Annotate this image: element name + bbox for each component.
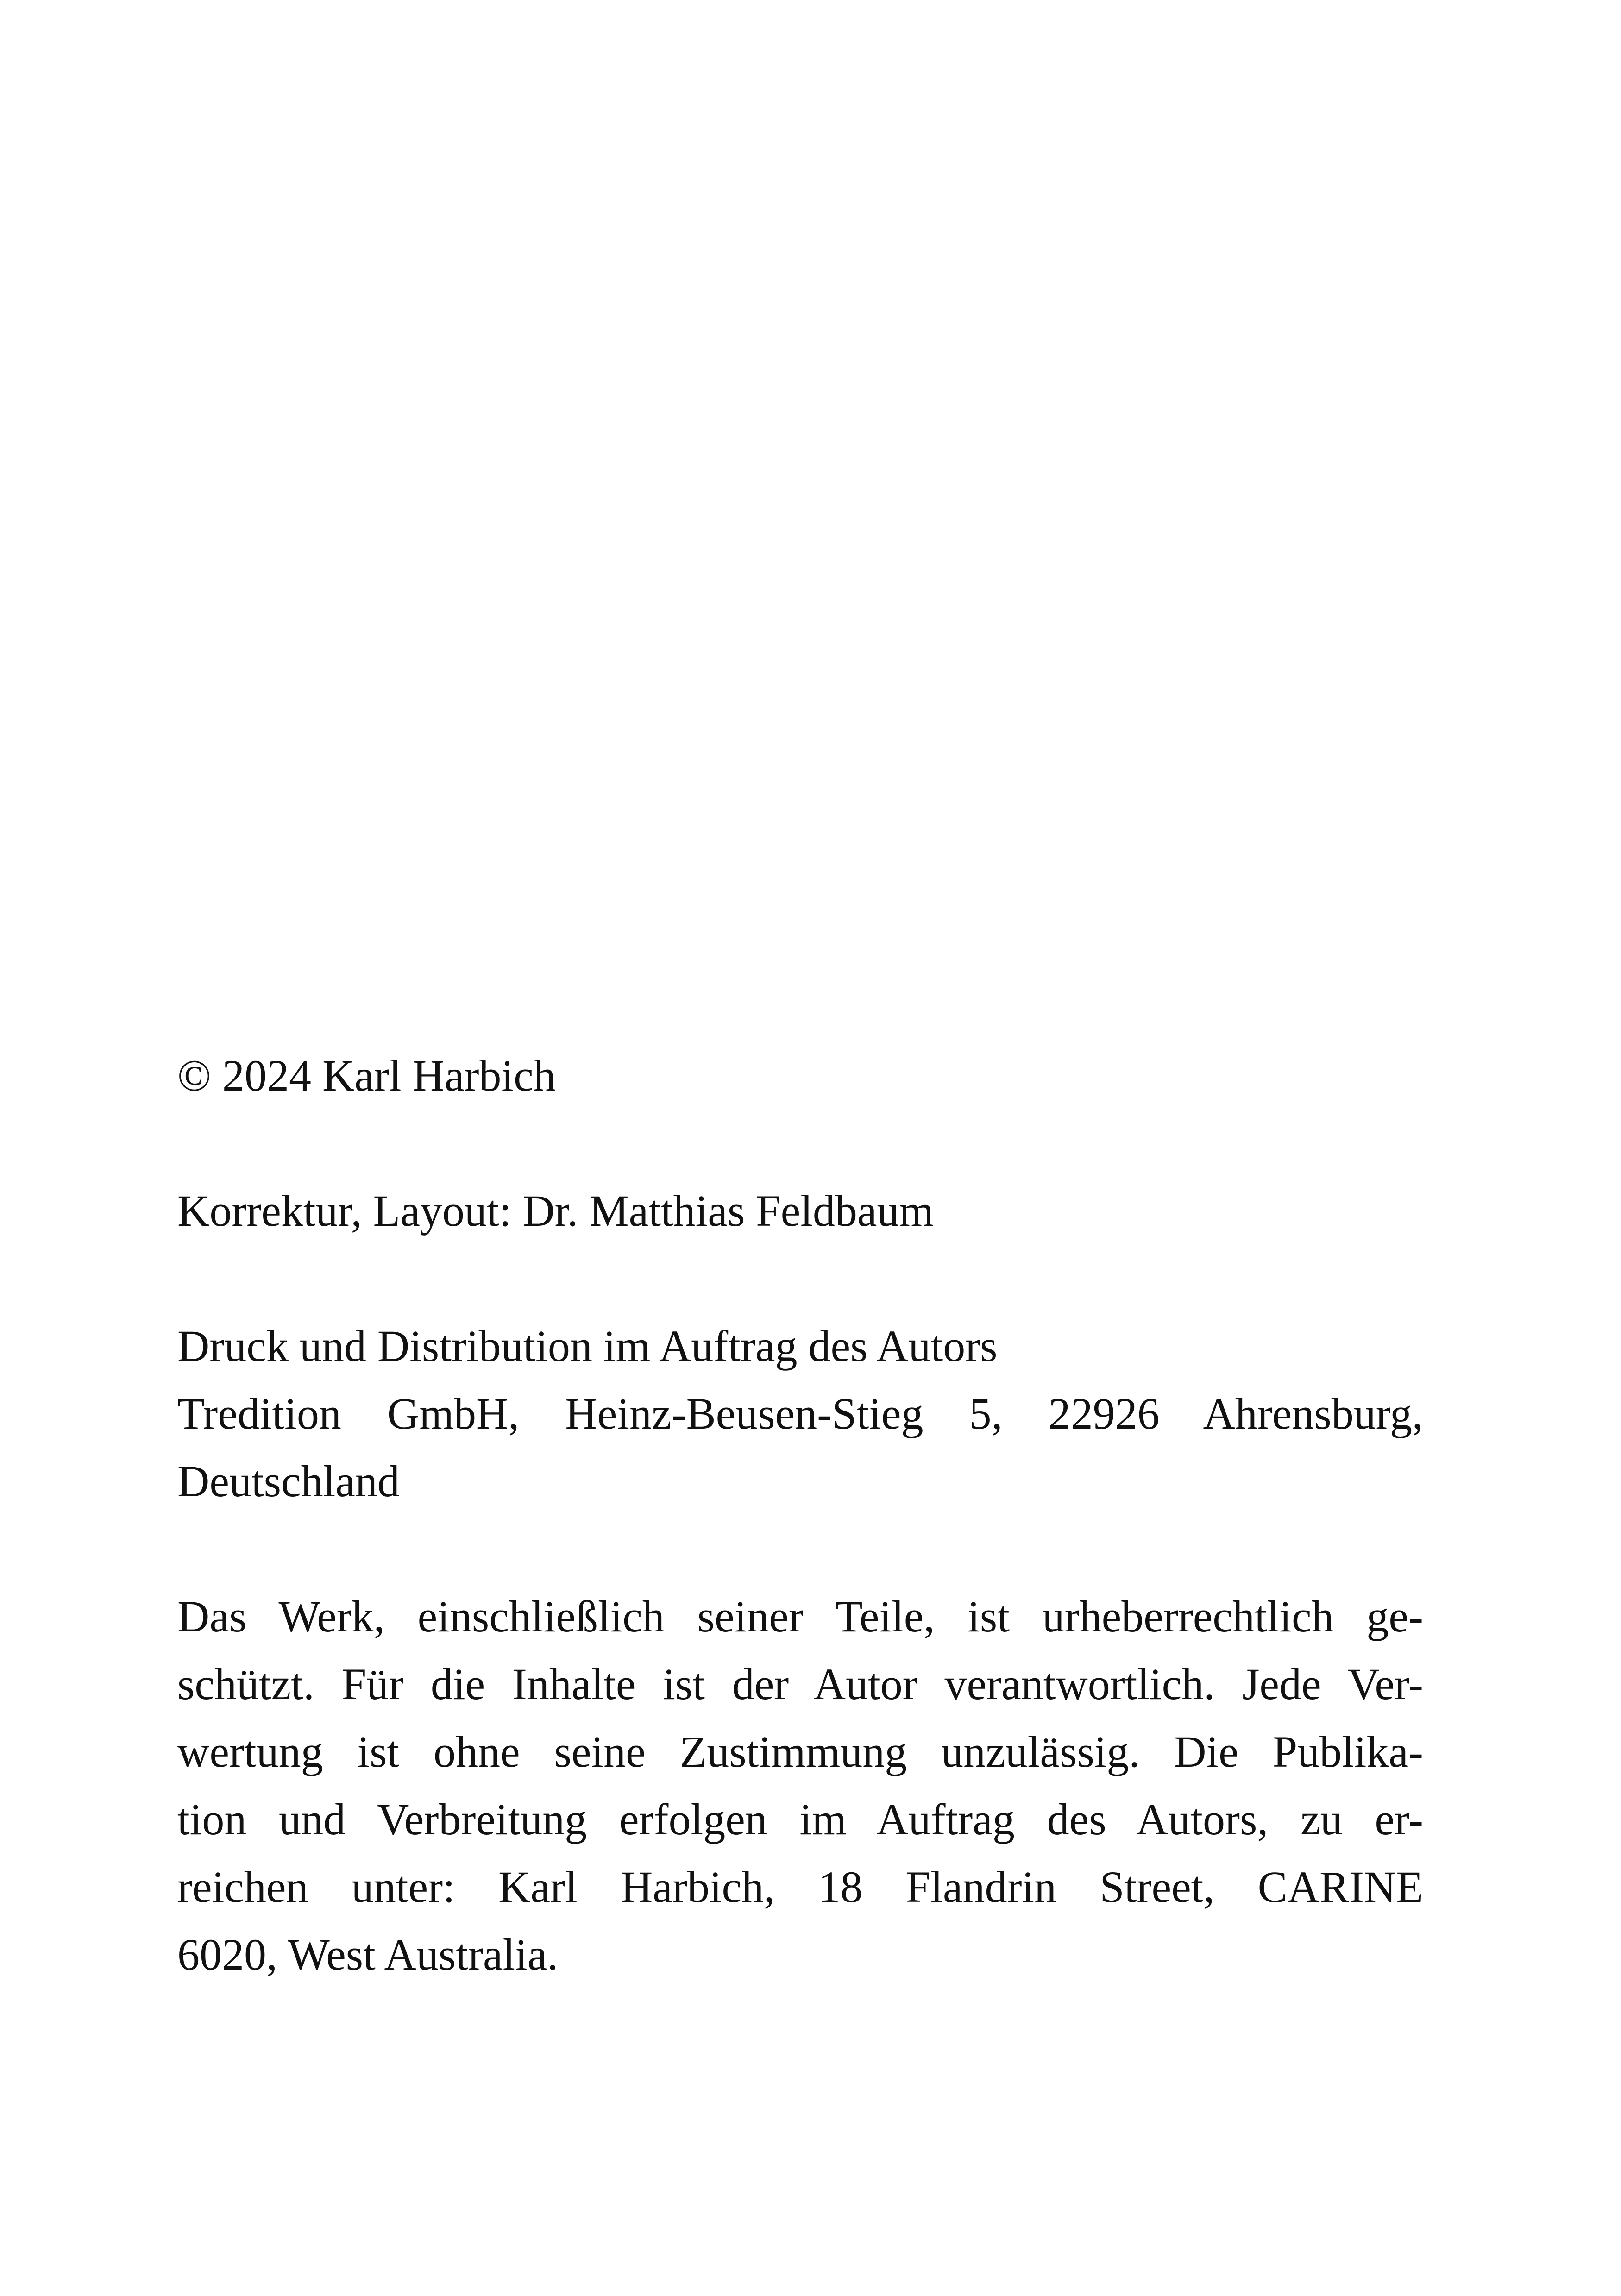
publisher-info <box>177 1312 1423 1515</box>
rights-line-1: Das Werk, einschließlich seiner Teile, ist urheberrechtlich ge- <box>177 1592 1423 1641</box>
publisher-line-1: Druck und Distribution im Auftrag des Autors <box>177 1321 998 1371</box>
imprint-block <box>177 1042 1423 1989</box>
rights-notice <box>177 1583 1423 1989</box>
copyright-notice: © 2024 Karl Harbich <box>177 1051 556 1100</box>
rights-line-4: tion und Verbreitung erfolgen im Auftrag des Autors, zu er- <box>177 1794 1423 1844</box>
publisher-line-3: Deutschland <box>177 1456 400 1506</box>
rights-line-6: 6020, West Australia. <box>177 1930 559 1979</box>
rights-line-5: reichen unter: Karl Harbich, 18 Flandrin Street, CARINE <box>177 1862 1423 1912</box>
rights-line-2: schützt. Für die Inhalte ist der Autor verantwortlich. Jede Ver- <box>177 1659 1423 1709</box>
rights-line-3: wertung ist ohne seine Zustimmung unzulässig. Die Publika- <box>177 1727 1423 1776</box>
credits-line: Korrektur, Layout: Dr. Matthias Feldbaum <box>177 1186 934 1236</box>
publisher-line-2: Tredition GmbH, Heinz-Beusen-Stieg 5, 22926 Ahrensburg, <box>177 1389 1423 1438</box>
